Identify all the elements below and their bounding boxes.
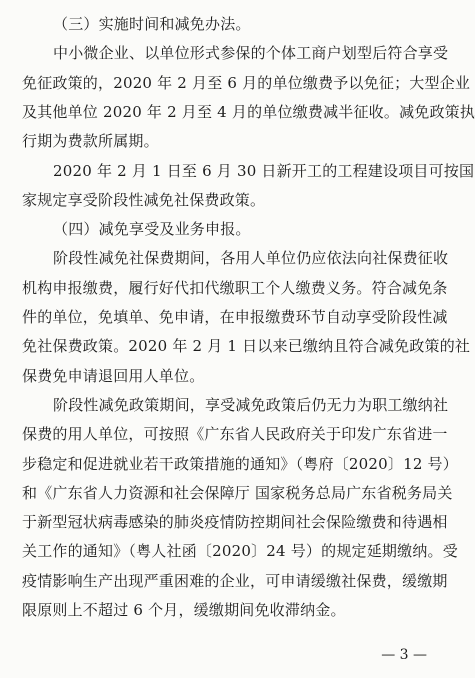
paragraph-line: 2020 年 2 月 1 日至 6 月 30 日新开工的工程建设项目可按国	[53, 162, 475, 180]
paragraph-line: 家规定享受阶段性减免社保费政策。	[22, 191, 266, 209]
paragraph-line: 保费免申请退回用人单位。	[22, 367, 205, 385]
paragraph-line: 阶段性减免社保费期间，各用人单位仍应依法向社保费征收	[53, 249, 449, 267]
paragraph-line: 行期为费款所属期。	[22, 132, 159, 150]
paragraph-line: 免征政策的，2020 年 2 月至 6 月的单位缴费予以免征；大型企业	[22, 74, 471, 92]
paragraph-line: 件的单位，免填单、免申请，在申报缴费环节自动享受阶段性减	[22, 308, 448, 326]
paragraph-line: 中小微企业、以单位形式参保的个体工商户划型后符合享受	[53, 44, 449, 62]
paragraph-line: 于新型冠状病毒感染的肺炎疫情防控期间社会保险缴费和待遇相	[22, 513, 448, 531]
paragraph-line: 保费的用人单位，可按照《广东省人民政府关于印发广东省进一	[22, 425, 448, 443]
paragraph-line: 机构申报缴费，履行好代扣代缴职工个人缴费义务。符合减免条	[22, 279, 448, 297]
paragraph-line: 关工作的通知》（粤人社函〔2020〕24 号）的规定延期缴纳。受	[22, 542, 458, 560]
paragraph-line: 疫情影响生产出现严重困难的企业，可申请缓缴社保费，缓缴期	[22, 572, 448, 590]
paragraph-line: 免社保费政策。2020 年 2 月 1 日以来已缴纳且符合减免政策的社	[22, 337, 471, 355]
paragraph-line: 及其他单位 2020 年 2 月至 4 月的单位缴费减半征收。减免政策执	[22, 103, 475, 121]
section-3-heading: （三）实施时间和减免办法。	[53, 15, 251, 33]
paragraph-line: 步稳定和促进就业若干政策措施的通知》（粤府〔2020〕12 号）	[22, 455, 458, 473]
section-4-heading: （四）减免享受及业务申报。	[53, 220, 251, 238]
paragraph-line: 限原则上不超过 6 个月，缓缴期间免收滞纳金。	[22, 601, 346, 619]
paragraph-line: 阶段性减免政策期间，享受减免政策后仍无力为职工缴纳社	[53, 396, 449, 414]
page-number: — 3 —	[381, 647, 427, 663]
paragraph-line: 和《广东省人力资源和社会保障厅 国家税务总局广东省税务局关	[22, 484, 453, 502]
